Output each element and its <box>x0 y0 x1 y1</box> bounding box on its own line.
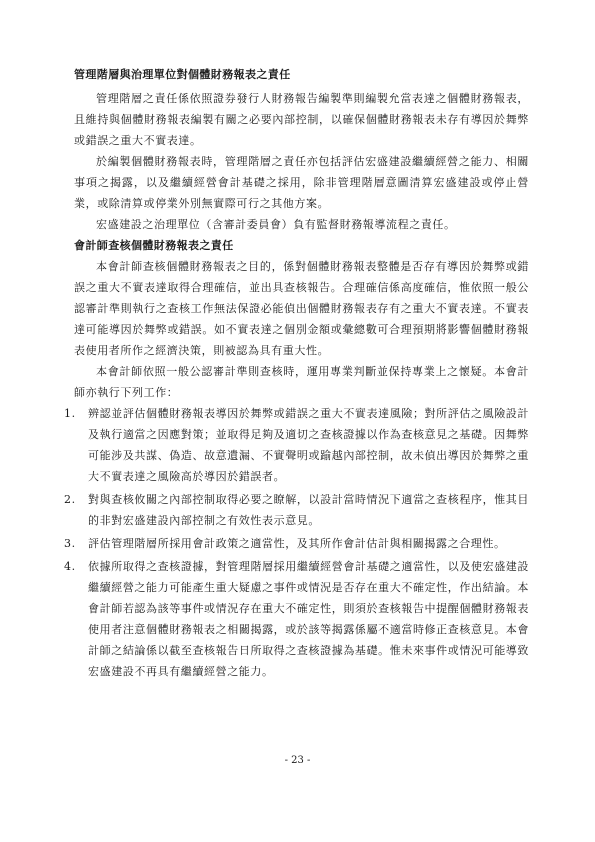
list-item-number: 1. <box>64 407 76 420</box>
list-item-text: 辨認並評估個體財務報表導因於舞弊或錯誤之重大不實表達風險；對所評估之風險設計及執行適當之因應對策；並取得足夠及適切之查核證據以作為查核意見之基礎。因舞弊可能涉及共謀、偽造、故意遺漏、不實聲明或踰越內部控制，故未偵出導因於舞弊之重大不實表達之風險高於導因於錯誤者。 <box>88 407 529 483</box>
paragraph: 管理階層之責任係依照證券發行人財務報告編製準則編製允當表達之個體財務報表，且維持與個體財務報表編製有關之必要內部控制，以確保個體財務報表未存有導因於舞弊或錯誤之重大不實表達。 <box>74 92 529 147</box>
list-item-number: 4. <box>64 560 76 573</box>
list-item-text: 對與查核攸關之內部控制取得必要之瞭解，以設計當時情況下適當之查核程序，惟其目的非對宏盛建設內部控制之有效性表示意見。 <box>88 493 529 527</box>
paragraph: 本會計師查核個體財務報表之目的，係對個體財務報表整體是否存有導因於舞弊或錯誤之重大不實表達取得合理確信，並出具查核報告。合理確信係高度確信，惟依照一般公認審計準則執行之查核工作無法保證必能偵出個體財務報表存有之重大不實表達。不實表達可能導因於舞弊或錯誤。如不實表達之個別金額或彙總數可合理預期將影響個體財務報表使用者所作之經濟決策，則被認為具有重大性。 <box>74 260 529 357</box>
list-item <box>64 533 529 554</box>
paragraph: 宏盛建設之治理單位（含審計委員會）負有監督財務報導流程之責任。 <box>96 218 456 231</box>
list-item <box>64 489 529 531</box>
list-item <box>64 556 529 682</box>
page-number: - 23 - <box>284 755 311 766</box>
list-item-number: 2. <box>64 493 76 506</box>
paragraph: 於編製個體財務報表時，管理階層之責任亦包括評估宏盛建設繼續經營之能力、相關事項之揭露，以及繼續經營會計基礎之採用，除非管理階層意圖清算宏盛建設或停止營業，或除清算或停業外別無實際可行之其他方案。 <box>74 155 529 210</box>
section-heading-management-responsibility: 管理階層與治理單位對個體財務報表之責任 <box>74 68 291 81</box>
list-item-number: 3. <box>64 537 76 550</box>
paragraph: 本會計師依照一般公認審計準則查核時，運用專業判斷並保持專業上之懷疑。本會計師亦執行下列工作： <box>74 365 529 399</box>
list-item-text: 評估管理階層所採用會計政策之適當性，及其所作會計估計與相關揭露之合理性。 <box>88 537 506 550</box>
report-body <box>64 64 529 684</box>
list-item-text: 依據所取得之查核證據，對管理階層採用繼續經營會計基礎之適當性，以及使宏盛建設繼續經營之能力可能產生重大疑慮之事件或情況是否存在重大不確定性，作出結論。本會計師若認為該等事件或情況存在重大不確定性，則須於查核報告中提醒個體財務報表使用者注意個體財務報表之相關揭露，或於該等揭露係屬不適當時修正查核意見。本會計師之結論係以截至查核報告日所取得之查核證據為基礎。惟未來事件或情況可能導致宏盛建設不再具有繼續經營之能力。 <box>88 560 529 678</box>
section-heading-auditor-responsibility: 會計師查核個體財務報表之責任 <box>74 239 234 252</box>
list-item <box>64 403 529 487</box>
audit-procedures-list <box>64 403 529 682</box>
